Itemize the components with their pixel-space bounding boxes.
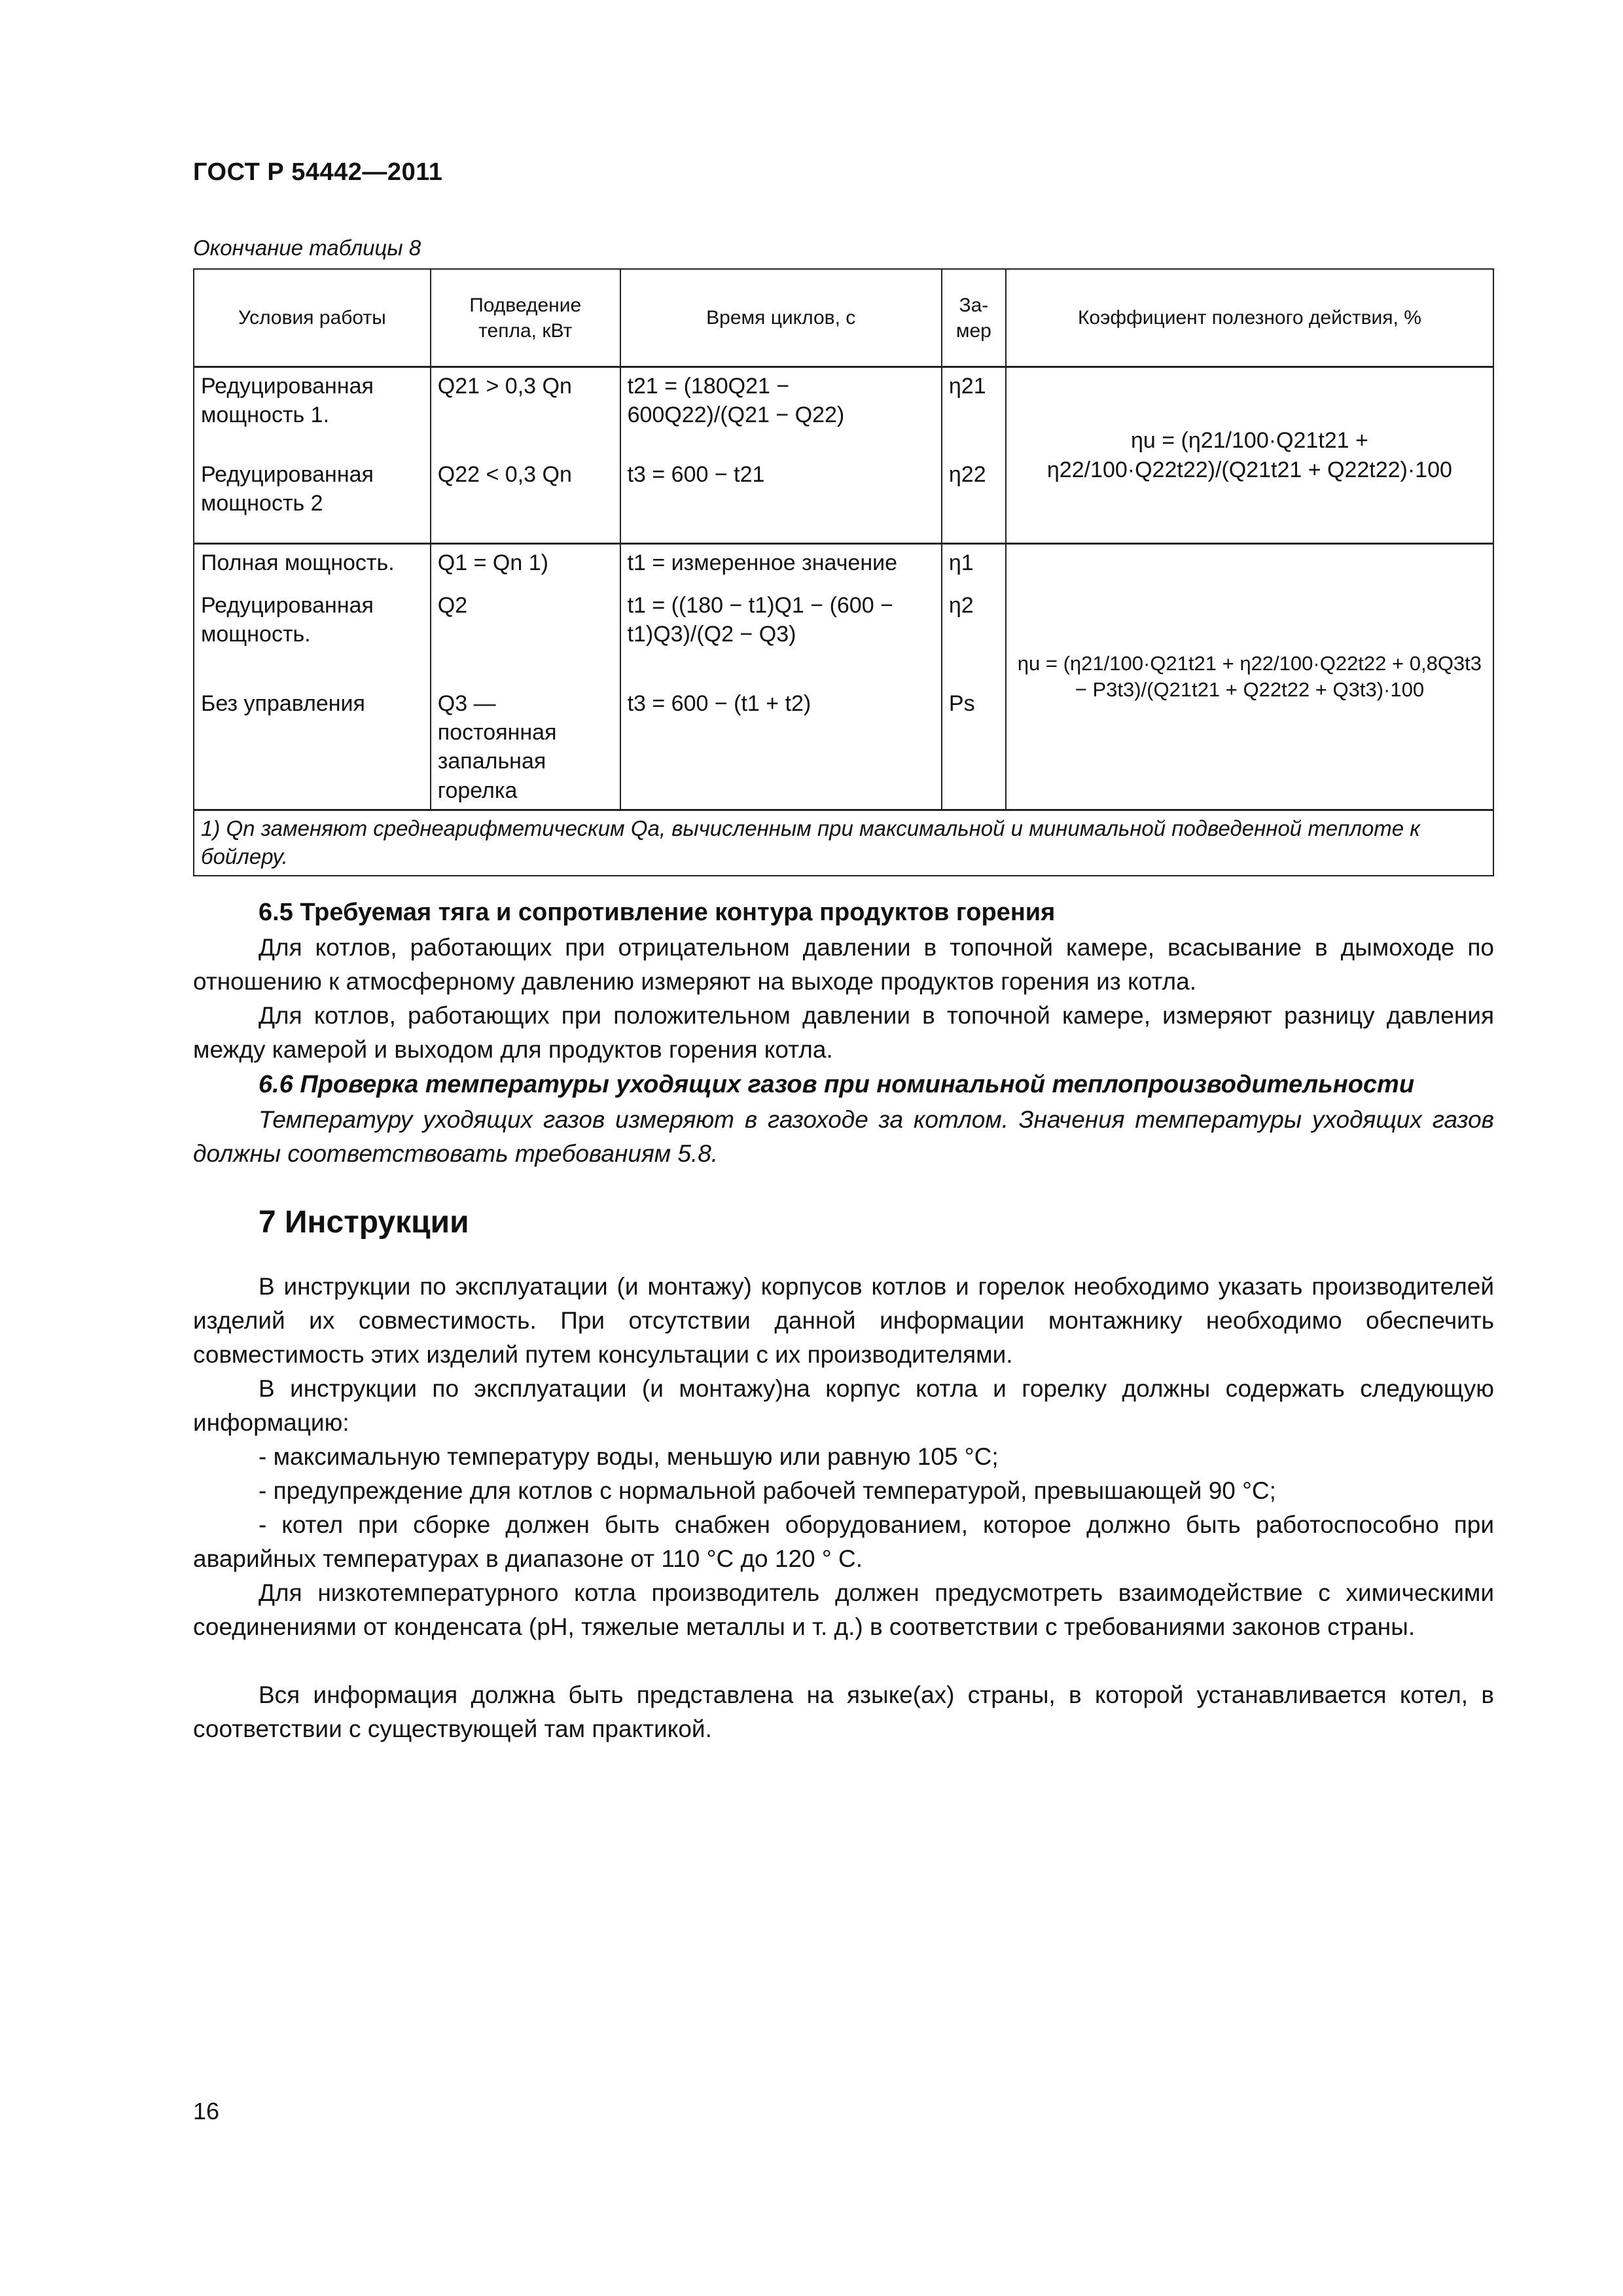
section-7-p4: Вся информация должна быть представлена на языке(ах) страны, в которой устанавливается котел, в соответствии с существующей там практикой. — [193, 1681, 1494, 1742]
table-footnote-row — [194, 810, 1493, 875]
col-header-conditions: Условия работы — [194, 269, 431, 367]
block1-efficiency-formula: ηu = (η21/100·Q21t21 + η22/100·Q22t22)/(Q21t21 + Q22t22)·100 — [1046, 428, 1452, 482]
section-6-5-p2: Для котлов, работающих при положительном давлении в топочной камере, измеряют разницу давления между камерой и выходом для продуктов горения котла. — [193, 1002, 1494, 1063]
block2-efficiency — [1006, 544, 1493, 810]
page-number: 16 — [193, 2098, 220, 2125]
table-header-row — [194, 269, 1493, 367]
block2-efficiency-formula: ηu = (η21/100·Q21t21 + η22/100·Q22t22 + 0,8Q3t3 − P3t3)/(Q21t21 + Q22t22 + Q3t3)·100 — [1017, 651, 1482, 701]
block2-heat-c: Q3 — постоянная запальная горелка — [437, 691, 557, 803]
block2-time-c: t3 = 600 − (t1 + t2) — [627, 691, 812, 716]
section-7-p1: В инструкции по эксплуатации (и монтажу) корпусов котлов и горелок необходимо указать производителей изделий их совместимость. При отсутствии данной информации монтажнику необходимо обеспечить совместимость этих изделий путем консультации с их производителями. — [193, 1273, 1494, 1368]
section-7-title: 7 Инструкции — [259, 1205, 469, 1240]
block1-conditions — [194, 367, 431, 544]
section-7-p3: Для низкотемпературного котла производитель должен предусмотреть взаимодействие с химическими соединениями от конденсата (рН, тяжелые металлы и т. д.) в соответствии с требованиями законов страны. — [193, 1579, 1494, 1640]
table-row — [194, 367, 1493, 544]
block1-time-a: t21 = (180Q21 − 600Q22)/(Q21 − Q22) — [627, 374, 845, 428]
block1-heat-b: Q22 < 0,3 Qn — [437, 462, 572, 487]
table-row — [194, 544, 1493, 810]
section-6-6-p1: Температуру уходящих газов измеряют в газоходе за котлом. Значения температуры уходящих газов должны соответствовать требованиям 5.8. — [193, 1106, 1494, 1167]
block2-measure — [942, 544, 1006, 810]
block1-efficiency — [1006, 367, 1493, 544]
block2-measure-c: Ps — [948, 691, 975, 716]
section-7-li2: - предупреждение для котлов с нормальной рабочей температурой, превышающей 90 °С; — [259, 1477, 1276, 1504]
section-7-li1: - максимальную температуру воды, меньшую или равную 105 °С; — [259, 1443, 999, 1470]
section-6-6-title: 6.6 Проверка температуры уходящих газов при номинальной теплопроизводительности — [259, 1071, 1415, 1098]
col-header-time: Время циклов, с — [620, 269, 942, 367]
table-caption: Окончание таблицы 8 — [193, 236, 421, 260]
block1-condition-a: Редуцированная мощность 1. — [201, 374, 374, 428]
table-8 — [193, 268, 1494, 876]
col-header-measure: За-мер — [942, 269, 1006, 367]
block2-heat — [431, 544, 620, 810]
block1-condition-b: Редуцированная мощность 2 — [201, 462, 374, 516]
block1-measure — [942, 367, 1006, 544]
block2-heat-a: Q1 = Qn 1) — [437, 550, 548, 575]
section-7-p2: В инструкции по эксплуатации (и монтажу)на корпус котла и горелку должны содержать следующую информацию: — [193, 1375, 1494, 1436]
table-footnote: 1) Qn заменяют среднеарифметическим Qa, вычисленным при максимальной и минимальной подведенной теплоте к бойлеру. — [194, 810, 1493, 875]
block1-time — [620, 367, 942, 544]
col-header-efficiency: Коэффициент полезного действия, % — [1006, 269, 1493, 367]
block1-heat-a: Q21 > 0,3 Qn — [437, 374, 572, 399]
section-6-5-title: 6.5 Требуемая тяга и сопротивление контура продуктов горения — [259, 899, 1056, 926]
section-6-5-p1: Для котлов, работающих при отрицательном давлении в топочной камере, всасывание в дымоходе по отношению к атмосферному давлению измеряют на выходе продуктов горения из котла. — [193, 934, 1494, 995]
section-7-li3: - котел при сборке должен быть снабжен оборудованием, которое должно быть работоспособно при аварийных температурах в диапазоне от 110 °С до 120 ° С. — [193, 1511, 1494, 1572]
block2-time-a: t1 = измеренное значение — [627, 550, 897, 575]
block2-condition-a: Полная мощность. — [201, 550, 395, 575]
block2-measure-b: η2 — [948, 593, 974, 618]
block2-measure-a: η1 — [948, 550, 974, 575]
block2-conditions — [194, 544, 431, 810]
block1-time-b: t3 = 600 − t21 — [627, 462, 765, 487]
block2-condition-b: Редуцированная мощность. — [201, 593, 374, 647]
col-header-heat: Подведение тепла, кВт — [431, 269, 620, 367]
block2-time-b: t1 = ((180 − t1)Q1 − (600 − t1)Q3)/(Q2 − Q3) — [627, 593, 893, 647]
block1-measure-a: η21 — [948, 374, 986, 399]
document-header: ГОСТ Р 54442—2011 — [193, 158, 443, 186]
block2-heat-b: Q2 — [437, 593, 468, 618]
block1-heat — [431, 367, 620, 544]
block2-time — [620, 544, 942, 810]
block1-measure-b: η22 — [948, 462, 986, 487]
block2-condition-c: Без управления — [201, 691, 365, 716]
